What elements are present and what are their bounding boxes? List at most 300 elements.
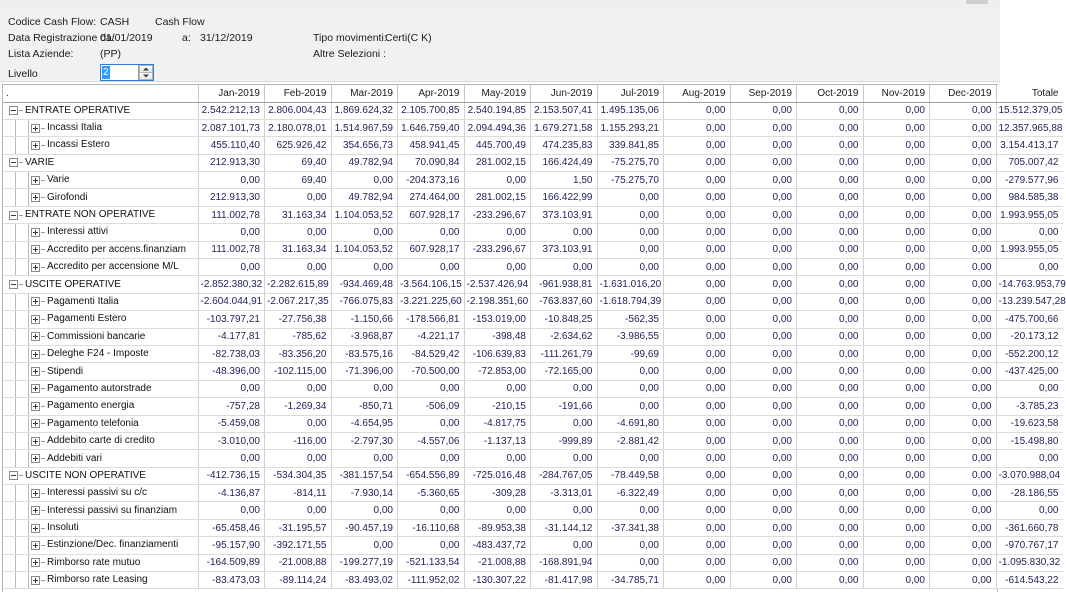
- column-header-nov-2019[interactable]: Nov-2019: [863, 85, 930, 102]
- value-cell[interactable]: -654.556,89: [398, 467, 465, 484]
- total-cell[interactable]: -19.623,58: [996, 415, 1063, 432]
- value-cell[interactable]: 0,00: [664, 276, 731, 293]
- value-cell[interactable]: 0,00: [597, 380, 664, 397]
- value-cell[interactable]: 0,00: [863, 293, 930, 310]
- value-cell[interactable]: 0,00: [531, 224, 598, 241]
- expand-node-icon[interactable]: [31, 419, 40, 428]
- column-header-aug-2019[interactable]: Aug-2019: [664, 85, 731, 102]
- value-cell[interactable]: 0,00: [730, 537, 797, 554]
- column-header-sep-2019[interactable]: Sep-2019: [730, 85, 797, 102]
- value-cell[interactable]: -103.797,21: [198, 311, 265, 328]
- value-cell[interactable]: 0,00: [730, 154, 797, 171]
- value-cell[interactable]: -6.322,49: [597, 485, 664, 502]
- value-cell[interactable]: 0,00: [863, 102, 930, 119]
- table-row[interactable]: [3, 415, 1063, 432]
- value-cell[interactable]: 111.002,78: [198, 206, 265, 223]
- value-cell[interactable]: 0,00: [930, 450, 997, 467]
- value-cell[interactable]: 0,00: [730, 276, 797, 293]
- value-cell[interactable]: 0,00: [198, 224, 265, 241]
- value-cell[interactable]: 0,00: [597, 259, 664, 276]
- value-cell[interactable]: 607.928,17: [398, 206, 465, 223]
- value-cell[interactable]: 49.782,94: [331, 189, 398, 206]
- livello-input[interactable]: [101, 65, 138, 80]
- value-cell[interactable]: -70.500,00: [398, 363, 465, 380]
- expand-node-icon[interactable]: [31, 402, 40, 411]
- expand-node-icon[interactable]: [31, 454, 40, 463]
- value-cell[interactable]: 0,00: [930, 102, 997, 119]
- value-cell[interactable]: -309,28: [464, 485, 531, 502]
- total-cell[interactable]: 3.154.413,17: [996, 137, 1063, 154]
- value-cell[interactable]: 0,00: [930, 502, 997, 519]
- row-label-cell[interactable]: [3, 224, 198, 241]
- value-cell[interactable]: 0,00: [797, 432, 864, 449]
- value-cell[interactable]: 1.679.271,58: [531, 119, 598, 136]
- value-cell[interactable]: -1.631.016,20: [597, 276, 664, 293]
- total-cell[interactable]: 0,00: [996, 259, 1063, 276]
- table-row[interactable]: [3, 276, 1063, 293]
- total-cell[interactable]: 984.585,38: [996, 189, 1063, 206]
- value-cell[interactable]: -83.575,16: [331, 345, 398, 362]
- table-row[interactable]: [3, 154, 1063, 171]
- value-cell[interactable]: 0,00: [797, 345, 864, 362]
- row-label-cell[interactable]: [3, 345, 198, 362]
- table-row[interactable]: [3, 398, 1063, 415]
- value-cell[interactable]: 0,00: [797, 154, 864, 171]
- column-header-apr-2019[interactable]: Apr-2019: [398, 85, 465, 102]
- value-cell[interactable]: 0,00: [265, 502, 332, 519]
- value-cell[interactable]: 339.841,85: [597, 137, 664, 154]
- value-cell[interactable]: 49.782,94: [331, 154, 398, 171]
- value-cell[interactable]: 0,00: [797, 293, 864, 310]
- value-cell[interactable]: -116,00: [265, 432, 332, 449]
- value-cell[interactable]: 0,00: [797, 519, 864, 536]
- total-cell[interactable]: 0,00: [996, 502, 1063, 519]
- row-label-cell[interactable]: [3, 572, 198, 589]
- total-cell[interactable]: 0,00: [996, 450, 1063, 467]
- table-row[interactable]: [3, 189, 1063, 206]
- value-cell[interactable]: 1.869.624,32: [331, 102, 398, 119]
- value-cell[interactable]: 0,00: [863, 276, 930, 293]
- table-row[interactable]: [3, 241, 1063, 258]
- value-cell[interactable]: 1.646.759,40: [398, 119, 465, 136]
- value-cell[interactable]: 0,00: [398, 415, 465, 432]
- value-cell[interactable]: 354.656,73: [331, 137, 398, 154]
- table-row[interactable]: [3, 119, 1063, 136]
- value-cell[interactable]: 0,00: [730, 328, 797, 345]
- value-cell[interactable]: 0,00: [863, 189, 930, 206]
- value-cell[interactable]: 0,00: [797, 189, 864, 206]
- value-cell[interactable]: 0,00: [730, 572, 797, 589]
- value-cell[interactable]: 2.087.101,73: [198, 119, 265, 136]
- value-cell[interactable]: -850,71: [331, 398, 398, 415]
- value-cell[interactable]: 0,00: [398, 380, 465, 397]
- value-cell[interactable]: -89.953,38: [464, 519, 531, 536]
- value-cell[interactable]: 0,00: [930, 537, 997, 554]
- value-cell[interactable]: -961.938,81: [531, 276, 598, 293]
- column-header-dec-2019[interactable]: Dec-2019: [930, 85, 997, 102]
- value-cell[interactable]: -562,35: [597, 311, 664, 328]
- value-cell[interactable]: 111.002,78: [198, 241, 265, 258]
- value-cell[interactable]: -78.449,58: [597, 467, 664, 484]
- value-cell[interactable]: 274.464,00: [398, 189, 465, 206]
- value-cell[interactable]: -7.930,14: [331, 485, 398, 502]
- value-cell[interactable]: 0,00: [730, 363, 797, 380]
- value-cell[interactable]: 0,00: [664, 363, 731, 380]
- value-cell[interactable]: 0,00: [664, 259, 731, 276]
- value-cell[interactable]: 455.110,40: [198, 137, 265, 154]
- row-label-cell[interactable]: [3, 467, 198, 484]
- value-cell[interactable]: 1.514.967,59: [331, 119, 398, 136]
- value-cell[interactable]: -3.986,55: [597, 328, 664, 345]
- expand-node-icon[interactable]: [31, 176, 40, 185]
- value-cell[interactable]: -75.275,70: [597, 172, 664, 189]
- value-cell[interactable]: 0,00: [730, 172, 797, 189]
- value-cell[interactable]: 0,00: [664, 154, 731, 171]
- livello-decrement-button[interactable]: [139, 73, 153, 81]
- expand-node-icon[interactable]: [31, 489, 40, 498]
- table-row[interactable]: [3, 172, 1063, 189]
- value-cell[interactable]: 0,00: [531, 415, 598, 432]
- value-cell[interactable]: -83.473,03: [198, 572, 265, 589]
- table-row[interactable]: [3, 102, 1063, 119]
- value-cell[interactable]: 0,00: [730, 311, 797, 328]
- value-cell[interactable]: 445.700,49: [464, 137, 531, 154]
- value-cell[interactable]: 1.495.135,06: [597, 102, 664, 119]
- value-cell[interactable]: 2.094.494,36: [464, 119, 531, 136]
- value-cell[interactable]: -4.654,95: [331, 415, 398, 432]
- value-cell[interactable]: 0,00: [664, 172, 731, 189]
- value-cell[interactable]: 0,00: [797, 206, 864, 223]
- value-cell[interactable]: 0,00: [730, 224, 797, 241]
- value-cell[interactable]: 0,00: [797, 380, 864, 397]
- value-cell[interactable]: 166.422,99: [531, 189, 598, 206]
- value-cell[interactable]: -111.952,02: [398, 572, 465, 589]
- value-cell[interactable]: -4.177,81: [198, 328, 265, 345]
- value-cell[interactable]: -3.313,01: [531, 485, 598, 502]
- value-cell[interactable]: 0,00: [797, 554, 864, 571]
- value-cell[interactable]: -102.115,00: [265, 363, 332, 380]
- value-cell[interactable]: 0,00: [664, 502, 731, 519]
- expand-node-icon[interactable]: [31, 124, 40, 133]
- value-cell[interactable]: -210,15: [464, 398, 531, 415]
- value-cell[interactable]: 0,00: [863, 450, 930, 467]
- value-cell[interactable]: 0,00: [664, 572, 731, 589]
- value-cell[interactable]: 0,00: [930, 311, 997, 328]
- value-cell[interactable]: 0,00: [664, 102, 731, 119]
- value-cell[interactable]: 0,00: [930, 572, 997, 589]
- value-cell[interactable]: 0,00: [730, 380, 797, 397]
- value-cell[interactable]: 0,00: [664, 467, 731, 484]
- total-cell[interactable]: 0,00: [996, 224, 1063, 241]
- row-label-cell[interactable]: [3, 206, 198, 223]
- value-cell[interactable]: 0,00: [730, 398, 797, 415]
- expand-node-icon[interactable]: [31, 437, 40, 446]
- value-cell[interactable]: 0,00: [863, 537, 930, 554]
- value-cell[interactable]: -204.373,16: [398, 172, 465, 189]
- column-header-jun-2019[interactable]: Jun-2019: [531, 85, 598, 102]
- value-cell[interactable]: 69,40: [265, 154, 332, 171]
- value-cell[interactable]: 0,00: [930, 554, 997, 571]
- value-cell[interactable]: 0,00: [863, 380, 930, 397]
- column-header-mar-2019[interactable]: Mar-2019: [331, 85, 398, 102]
- value-cell[interactable]: -99,69: [597, 345, 664, 362]
- total-cell[interactable]: -13.239.547,28: [996, 293, 1063, 310]
- value-cell[interactable]: 0,00: [198, 502, 265, 519]
- value-cell[interactable]: 0,00: [930, 276, 997, 293]
- row-label-cell[interactable]: [3, 380, 198, 397]
- collapse-node-icon[interactable]: [9, 471, 18, 480]
- table-row[interactable]: [3, 137, 1063, 154]
- value-cell[interactable]: 0,00: [664, 311, 731, 328]
- value-cell[interactable]: 0,00: [730, 450, 797, 467]
- value-cell[interactable]: 0,00: [331, 502, 398, 519]
- value-cell[interactable]: 0,00: [930, 363, 997, 380]
- value-cell[interactable]: 0,00: [797, 415, 864, 432]
- expand-node-icon[interactable]: [31, 576, 40, 585]
- value-cell[interactable]: 0,00: [797, 259, 864, 276]
- row-label-cell[interactable]: [3, 172, 198, 189]
- value-cell[interactable]: 212.913,30: [198, 154, 265, 171]
- value-cell[interactable]: 0,00: [664, 380, 731, 397]
- row-label-cell[interactable]: [3, 119, 198, 136]
- table-row[interactable]: [3, 432, 1063, 449]
- value-cell[interactable]: 0,00: [930, 137, 997, 154]
- value-cell[interactable]: 0,00: [398, 259, 465, 276]
- value-cell[interactable]: 0,00: [265, 415, 332, 432]
- table-row[interactable]: [3, 485, 1063, 502]
- table-row[interactable]: [3, 363, 1063, 380]
- value-cell[interactable]: -81.417,98: [531, 572, 598, 589]
- value-cell[interactable]: 0,00: [797, 485, 864, 502]
- value-cell[interactable]: 0,00: [930, 172, 997, 189]
- expand-node-icon[interactable]: [31, 367, 40, 376]
- value-cell[interactable]: 0,00: [331, 259, 398, 276]
- row-label-cell[interactable]: [3, 241, 198, 258]
- expand-node-icon[interactable]: [31, 384, 40, 393]
- value-cell[interactable]: 0,00: [930, 380, 997, 397]
- value-cell[interactable]: -164.509,89: [198, 554, 265, 571]
- total-cell[interactable]: -3.070.988,04: [996, 467, 1063, 484]
- value-cell[interactable]: 0,00: [464, 259, 531, 276]
- value-cell[interactable]: 0,00: [531, 450, 598, 467]
- value-cell[interactable]: 0,00: [464, 450, 531, 467]
- value-cell[interactable]: -5.360,65: [398, 485, 465, 502]
- value-cell[interactable]: -521.133,54: [398, 554, 465, 571]
- column-header-may-2019[interactable]: May-2019: [464, 85, 531, 102]
- expand-node-icon[interactable]: [31, 228, 40, 237]
- value-cell[interactable]: 0,00: [398, 224, 465, 241]
- value-cell[interactable]: -4.136,87: [198, 485, 265, 502]
- value-cell[interactable]: 2.105.700,85: [398, 102, 465, 119]
- value-cell[interactable]: 0,00: [863, 467, 930, 484]
- value-cell[interactable]: -284.767,05: [531, 467, 598, 484]
- value-cell[interactable]: -21.008,88: [265, 554, 332, 571]
- collapse-node-icon[interactable]: [9, 158, 18, 167]
- value-cell[interactable]: 0,00: [265, 224, 332, 241]
- value-cell[interactable]: -999,89: [531, 432, 598, 449]
- value-cell[interactable]: -506,09: [398, 398, 465, 415]
- value-cell[interactable]: 0,00: [664, 450, 731, 467]
- total-cell[interactable]: -552.200,12: [996, 345, 1063, 362]
- value-cell[interactable]: 0,00: [863, 119, 930, 136]
- table-row[interactable]: [3, 572, 1063, 589]
- value-cell[interactable]: 373.103,91: [531, 241, 598, 258]
- column-header-jul-2019[interactable]: Jul-2019: [597, 85, 664, 102]
- value-cell[interactable]: 0,00: [464, 224, 531, 241]
- value-cell[interactable]: 0,00: [797, 572, 864, 589]
- value-cell[interactable]: 281.002,15: [464, 154, 531, 171]
- value-cell[interactable]: -2.881,42: [597, 432, 664, 449]
- value-cell[interactable]: 0,00: [863, 572, 930, 589]
- value-cell[interactable]: -785,62: [265, 328, 332, 345]
- value-cell[interactable]: -483.437,72: [464, 537, 531, 554]
- value-cell[interactable]: 0,00: [531, 537, 598, 554]
- value-cell[interactable]: 0,00: [331, 450, 398, 467]
- row-label-cell[interactable]: [3, 363, 198, 380]
- value-cell[interactable]: 0,00: [930, 432, 997, 449]
- value-cell[interactable]: 458.941,45: [398, 137, 465, 154]
- table-row[interactable]: [3, 293, 1063, 310]
- value-cell[interactable]: 0,00: [930, 467, 997, 484]
- value-cell[interactable]: -3.010,00: [198, 432, 265, 449]
- value-cell[interactable]: 0,00: [730, 467, 797, 484]
- row-label-cell[interactable]: [3, 293, 198, 310]
- value-cell[interactable]: 0,00: [198, 259, 265, 276]
- row-label-cell[interactable]: [3, 432, 198, 449]
- value-cell[interactable]: 0,00: [597, 554, 664, 571]
- value-cell[interactable]: -392.171,55: [265, 537, 332, 554]
- total-cell[interactable]: -20.173,12: [996, 328, 1063, 345]
- value-cell[interactable]: 0,00: [331, 380, 398, 397]
- column-header-feb-2019[interactable]: Feb-2019: [265, 85, 332, 102]
- value-cell[interactable]: 0,00: [930, 119, 997, 136]
- value-cell[interactable]: 2.540.194,85: [464, 102, 531, 119]
- expand-node-icon[interactable]: [31, 541, 40, 550]
- value-cell[interactable]: 0,00: [531, 380, 598, 397]
- value-cell[interactable]: 1.155.293,21: [597, 119, 664, 136]
- expand-node-icon[interactable]: [31, 297, 40, 306]
- value-cell[interactable]: 0,00: [930, 241, 997, 258]
- value-cell[interactable]: 0,00: [930, 206, 997, 223]
- value-cell[interactable]: -757,28: [198, 398, 265, 415]
- value-cell[interactable]: -111.261,79: [531, 345, 598, 362]
- value-cell[interactable]: 0,00: [863, 554, 930, 571]
- value-cell[interactable]: 0,00: [730, 345, 797, 362]
- row-label-cell[interactable]: [3, 259, 198, 276]
- value-cell[interactable]: 0,00: [863, 519, 930, 536]
- value-cell[interactable]: -89.114,24: [265, 572, 332, 589]
- row-label-cell[interactable]: [3, 554, 198, 571]
- expand-node-icon[interactable]: [31, 524, 40, 533]
- column-header-jan-2019[interactable]: Jan-2019: [198, 85, 265, 102]
- value-cell[interactable]: -21.008,88: [464, 554, 531, 571]
- value-cell[interactable]: -5.459,08: [198, 415, 265, 432]
- value-cell[interactable]: 0,00: [664, 519, 731, 536]
- value-cell[interactable]: 0,00: [863, 154, 930, 171]
- table-row[interactable]: [3, 224, 1063, 241]
- collapse-node-icon[interactable]: [9, 211, 18, 220]
- value-cell[interactable]: 0,00: [930, 485, 997, 502]
- value-cell[interactable]: 0,00: [464, 502, 531, 519]
- value-cell[interactable]: 0,00: [664, 328, 731, 345]
- value-cell[interactable]: -1.618.794,39: [597, 293, 664, 310]
- value-cell[interactable]: -84.529,42: [398, 345, 465, 362]
- value-cell[interactable]: -72.165,00: [531, 363, 598, 380]
- value-cell[interactable]: 0,00: [863, 241, 930, 258]
- value-cell[interactable]: -72.853,00: [464, 363, 531, 380]
- total-cell[interactable]: 15.512.379,05: [996, 102, 1063, 119]
- value-cell[interactable]: 0,00: [597, 241, 664, 258]
- value-cell[interactable]: 0,00: [265, 450, 332, 467]
- table-row[interactable]: [3, 206, 1063, 223]
- value-cell[interactable]: 0,00: [664, 398, 731, 415]
- value-cell[interactable]: 0,00: [730, 241, 797, 258]
- value-cell[interactable]: 0,00: [797, 119, 864, 136]
- value-cell[interactable]: 0,00: [730, 502, 797, 519]
- expand-node-icon[interactable]: [31, 141, 40, 150]
- value-cell[interactable]: 0,00: [797, 398, 864, 415]
- value-cell[interactable]: -4.557,06: [398, 432, 465, 449]
- total-cell[interactable]: -3.785,23: [996, 398, 1063, 415]
- value-cell[interactable]: 0,00: [664, 224, 731, 241]
- value-cell[interactable]: -48.396,00: [198, 363, 265, 380]
- value-cell[interactable]: -83.356,20: [265, 345, 332, 362]
- value-cell[interactable]: -95.157,90: [198, 537, 265, 554]
- value-cell[interactable]: 0,00: [797, 467, 864, 484]
- value-cell[interactable]: -31.144,12: [531, 519, 598, 536]
- table-row[interactable]: [3, 259, 1063, 276]
- value-cell[interactable]: 281.002,15: [464, 189, 531, 206]
- value-cell[interactable]: -3.968,87: [331, 328, 398, 345]
- value-cell[interactable]: 0,00: [398, 537, 465, 554]
- value-cell[interactable]: 0,00: [664, 415, 731, 432]
- value-cell[interactable]: -1.137,13: [464, 432, 531, 449]
- value-cell[interactable]: 0,00: [863, 224, 930, 241]
- value-cell[interactable]: 0,00: [797, 311, 864, 328]
- value-cell[interactable]: 212.913,30: [198, 189, 265, 206]
- value-cell[interactable]: 0,00: [730, 137, 797, 154]
- value-cell[interactable]: -3.221.225,60: [398, 293, 465, 310]
- value-cell[interactable]: -168.891,94: [531, 554, 598, 571]
- value-cell[interactable]: 0,00: [398, 502, 465, 519]
- value-cell[interactable]: -2.852.380,32: [198, 276, 265, 293]
- value-cell[interactable]: 0,00: [930, 415, 997, 432]
- value-cell[interactable]: 0,00: [664, 554, 731, 571]
- value-cell[interactable]: 0,00: [863, 485, 930, 502]
- value-cell[interactable]: 607.928,17: [398, 241, 465, 258]
- row-label-cell[interactable]: [3, 450, 198, 467]
- value-cell[interactable]: 0,00: [198, 450, 265, 467]
- expand-node-icon[interactable]: [31, 558, 40, 567]
- row-label-cell[interactable]: [3, 502, 198, 519]
- value-cell[interactable]: 0,00: [464, 172, 531, 189]
- livello-stepper[interactable]: [100, 64, 154, 81]
- expand-node-icon[interactable]: [31, 350, 40, 359]
- total-cell[interactable]: -28.186,55: [996, 485, 1063, 502]
- value-cell[interactable]: 0,00: [863, 363, 930, 380]
- expand-node-icon[interactable]: [31, 245, 40, 254]
- value-cell[interactable]: 0,00: [797, 224, 864, 241]
- value-cell[interactable]: 0,00: [265, 380, 332, 397]
- value-cell[interactable]: 0,00: [331, 224, 398, 241]
- value-cell[interactable]: 474.235,83: [531, 137, 598, 154]
- value-cell[interactable]: 0,00: [730, 102, 797, 119]
- value-cell[interactable]: 0,00: [797, 537, 864, 554]
- value-cell[interactable]: 0,00: [863, 415, 930, 432]
- value-cell[interactable]: 0,00: [730, 293, 797, 310]
- value-cell[interactable]: 0,00: [863, 137, 930, 154]
- value-cell[interactable]: 0,00: [265, 259, 332, 276]
